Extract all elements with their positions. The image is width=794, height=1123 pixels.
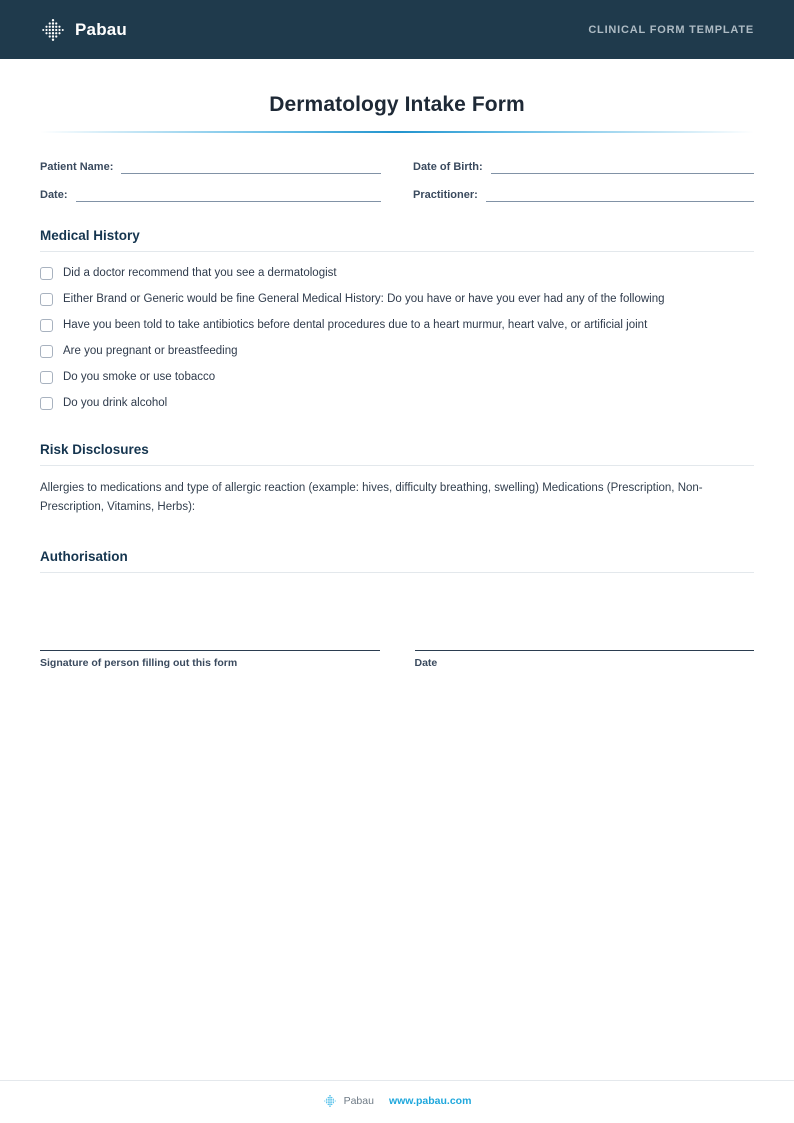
risk-disclosures-text: Allergies to medications and type of allergic reaction (example: hives, difficulty breathing, swelling) Medications (Prescription, Non-Prescription, Vitamins, Herbs): [40, 481, 703, 513]
checkbox-row-brand-or-generic [40, 291, 754, 307]
patient-meta-fields [40, 161, 754, 202]
date-of-birth-field [413, 161, 754, 174]
checkbox[interactable] [40, 371, 53, 384]
footer-brand-name: Pabau [343, 1095, 374, 1107]
pabau-logo-icon [323, 1094, 337, 1108]
signature-slot [40, 637, 380, 669]
checkbox-label: Either Brand or Generic would be fine General Medical History: Do you have or have you ever had any of the following [63, 293, 665, 306]
checkbox-row-drink-alcohol [40, 395, 754, 411]
clinical-form-template-badge: CLINICAL FORM TEMPLATE [588, 23, 754, 36]
brand-name: Pabau [75, 19, 128, 39]
medical-history-heading: Medical History [40, 228, 754, 252]
checkbox-label: Did a doctor recommend that you see a dermatologist [63, 267, 337, 279]
date-label: Date: [40, 189, 68, 201]
header [0, 0, 794, 59]
practitioner-input-line[interactable] [486, 189, 754, 202]
authorisation-section [40, 549, 754, 669]
checkbox-row-smoke-tobacco [40, 369, 754, 385]
signature-date-slot [415, 637, 755, 669]
checkbox[interactable] [40, 397, 53, 410]
authorisation-heading: Authorisation [40, 549, 754, 573]
checkbox[interactable] [40, 267, 53, 280]
form-body [0, 59, 794, 669]
date-of-birth-input-line[interactable] [491, 161, 754, 174]
signature-area [40, 637, 754, 669]
footer-website-link[interactable]: www.pabau.com [388, 1095, 472, 1107]
signature-input-line[interactable] [40, 637, 380, 651]
checkbox-label: Are you pregnant or breastfeeding [63, 345, 238, 358]
checkbox-row-pregnant-breastfeeding [40, 343, 754, 359]
checkbox[interactable] [40, 293, 53, 306]
pabau-logo-icon [40, 17, 66, 43]
checkbox-row-dermatologist-recommendation [40, 265, 754, 281]
practitioner-field [413, 189, 754, 202]
checkbox[interactable] [40, 319, 53, 332]
patient-name-field [40, 161, 381, 174]
brand-lockup [40, 17, 127, 43]
footer [0, 1080, 794, 1123]
date-field [40, 189, 381, 202]
title-accent-divider [40, 131, 754, 133]
page-title: Dermatology Intake Form [269, 93, 525, 116]
signature-date-input-line[interactable] [415, 637, 755, 651]
date-of-birth-label: Date of Birth: [413, 161, 483, 173]
checkbox-label: Do you smoke or use tobacco [63, 371, 216, 384]
patient-name-label: Patient Name: [40, 161, 114, 173]
date-input-line[interactable] [76, 189, 381, 202]
medical-history-section [40, 228, 754, 412]
risk-disclosures-section [40, 442, 754, 517]
checkbox[interactable] [40, 345, 53, 358]
risk-disclosures-heading: Risk Disclosures [40, 442, 754, 466]
medical-history-checkbox-list [40, 265, 754, 412]
practitioner-label: Practitioner: [413, 189, 478, 201]
checkbox-label: Do you drink alcohol [63, 397, 168, 410]
checkbox-row-antibiotics-before-dental [40, 317, 754, 333]
signature-date-label: Date [414, 656, 438, 669]
signature-label: Signature of person filling out this form [40, 656, 238, 669]
patient-name-input-line[interactable] [121, 161, 381, 174]
checkbox-label: Have you been told to take antibiotics before dental procedures due to a heart murmur, heart valve, or artificial joint [63, 319, 648, 332]
